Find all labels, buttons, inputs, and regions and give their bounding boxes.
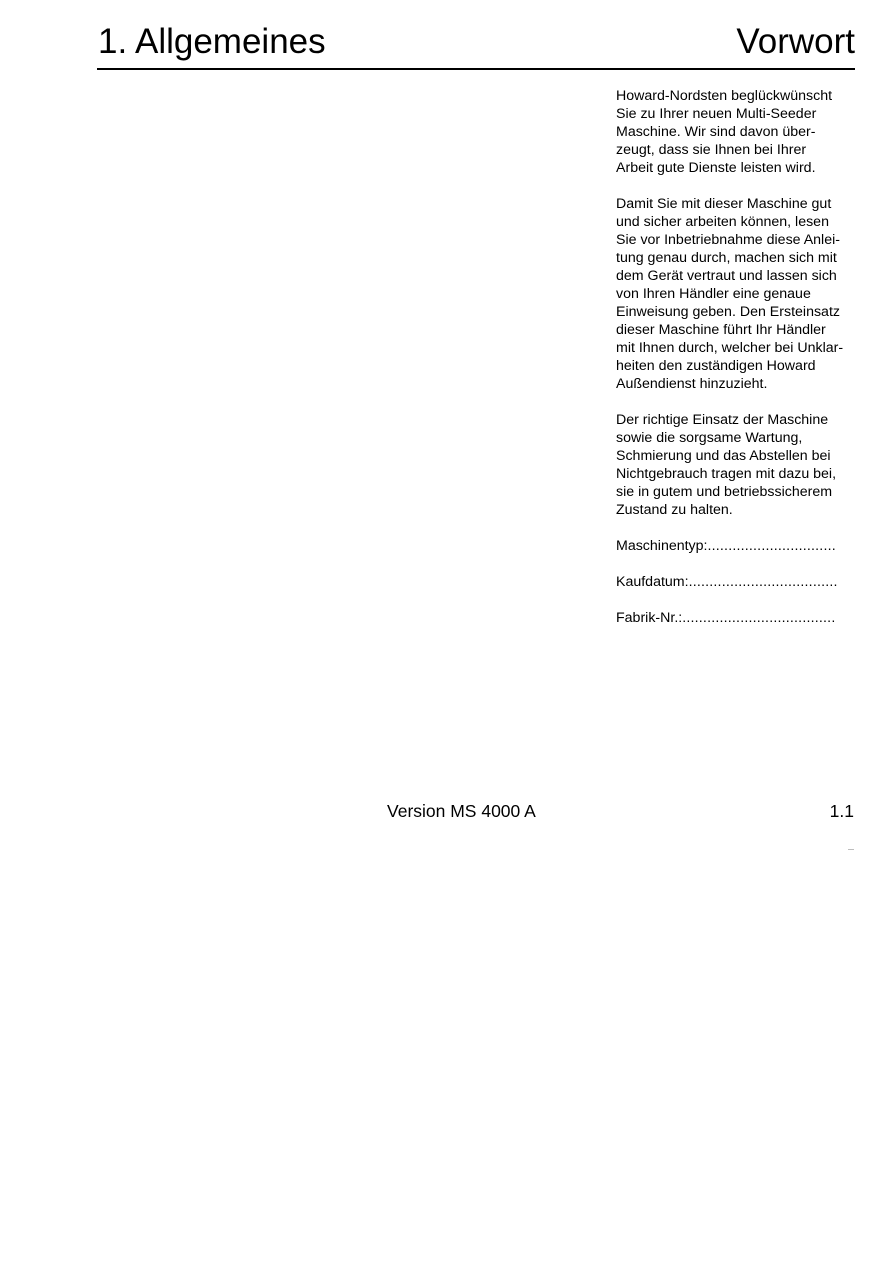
text-line: Außendienst hinzuzieht. [616, 376, 768, 392]
intro-paragraph [616, 87, 856, 177]
field-fill-dots: .................................... [688, 574, 838, 590]
text-line: sowie die sorgsame Wartung, [616, 430, 803, 446]
instructions-paragraph [616, 195, 856, 393]
purchase-date-field [616, 573, 856, 591]
text-line: zeugt, dass sie Ihnen bei Ihrer [616, 142, 807, 158]
field-label: Fabrik-Nr.: [616, 610, 683, 626]
text-line: Arbeit gute Dienste leisten wird. [616, 160, 816, 176]
text-line: Zustand zu halten. [616, 502, 733, 518]
section-subtitle: Vorwort [736, 22, 855, 61]
text-line: heiten den zuständigen Howard [616, 358, 816, 374]
machine-type-field [616, 537, 856, 555]
text-line: Nichtgebrauch tragen mit dazu bei, [616, 466, 837, 482]
text-line: Howard-Nordsten beglückwünscht [616, 88, 833, 104]
text-line: Der richtige Einsatz der Maschine [616, 412, 829, 428]
text-line: sie in gutem und betriebssicherem [616, 484, 833, 500]
field-label: Maschinentyp: [616, 538, 708, 554]
footer-version: Version MS 4000 A [387, 801, 536, 821]
text-line: mit Ihnen durch, welcher bei Unklar- [616, 340, 844, 356]
text-line: Einweisung geben. Den Ersteinsatz [616, 304, 840, 320]
body-column [616, 87, 856, 645]
scan-mark [848, 849, 854, 850]
text-line: Sie zu Ihrer neuen Multi-Seeder [616, 106, 817, 122]
field-fill-dots: ............................... [707, 538, 836, 554]
text-line: dieser Maschine führt Ihr Händler [616, 322, 826, 338]
text-line: Schmierung und das Abstellen bei [616, 448, 831, 464]
field-fill-dots: ..................................... [682, 610, 836, 626]
text-line: tung genau durch, machen sich mit [616, 250, 837, 266]
text-line: von Ihren Händler eine genaue [616, 286, 811, 302]
text-line: Maschine. Wir sind davon über- [616, 124, 816, 140]
section-title: 1. Allgemeines [98, 22, 326, 61]
maintenance-paragraph [616, 411, 856, 519]
text-line: dem Gerät vertraut und lassen sich [616, 268, 837, 284]
text-line: Sie vor Inbetriebnahme diese Anlei- [616, 232, 840, 248]
header-rule [97, 68, 855, 70]
page-number: 1.1 [829, 801, 854, 821]
serial-number-field [616, 609, 856, 627]
text-line: und sicher arbeiten können, lesen [616, 214, 829, 230]
text-line: Damit Sie mit dieser Maschine gut [616, 196, 832, 212]
field-label: Kaufdatum: [616, 574, 689, 590]
